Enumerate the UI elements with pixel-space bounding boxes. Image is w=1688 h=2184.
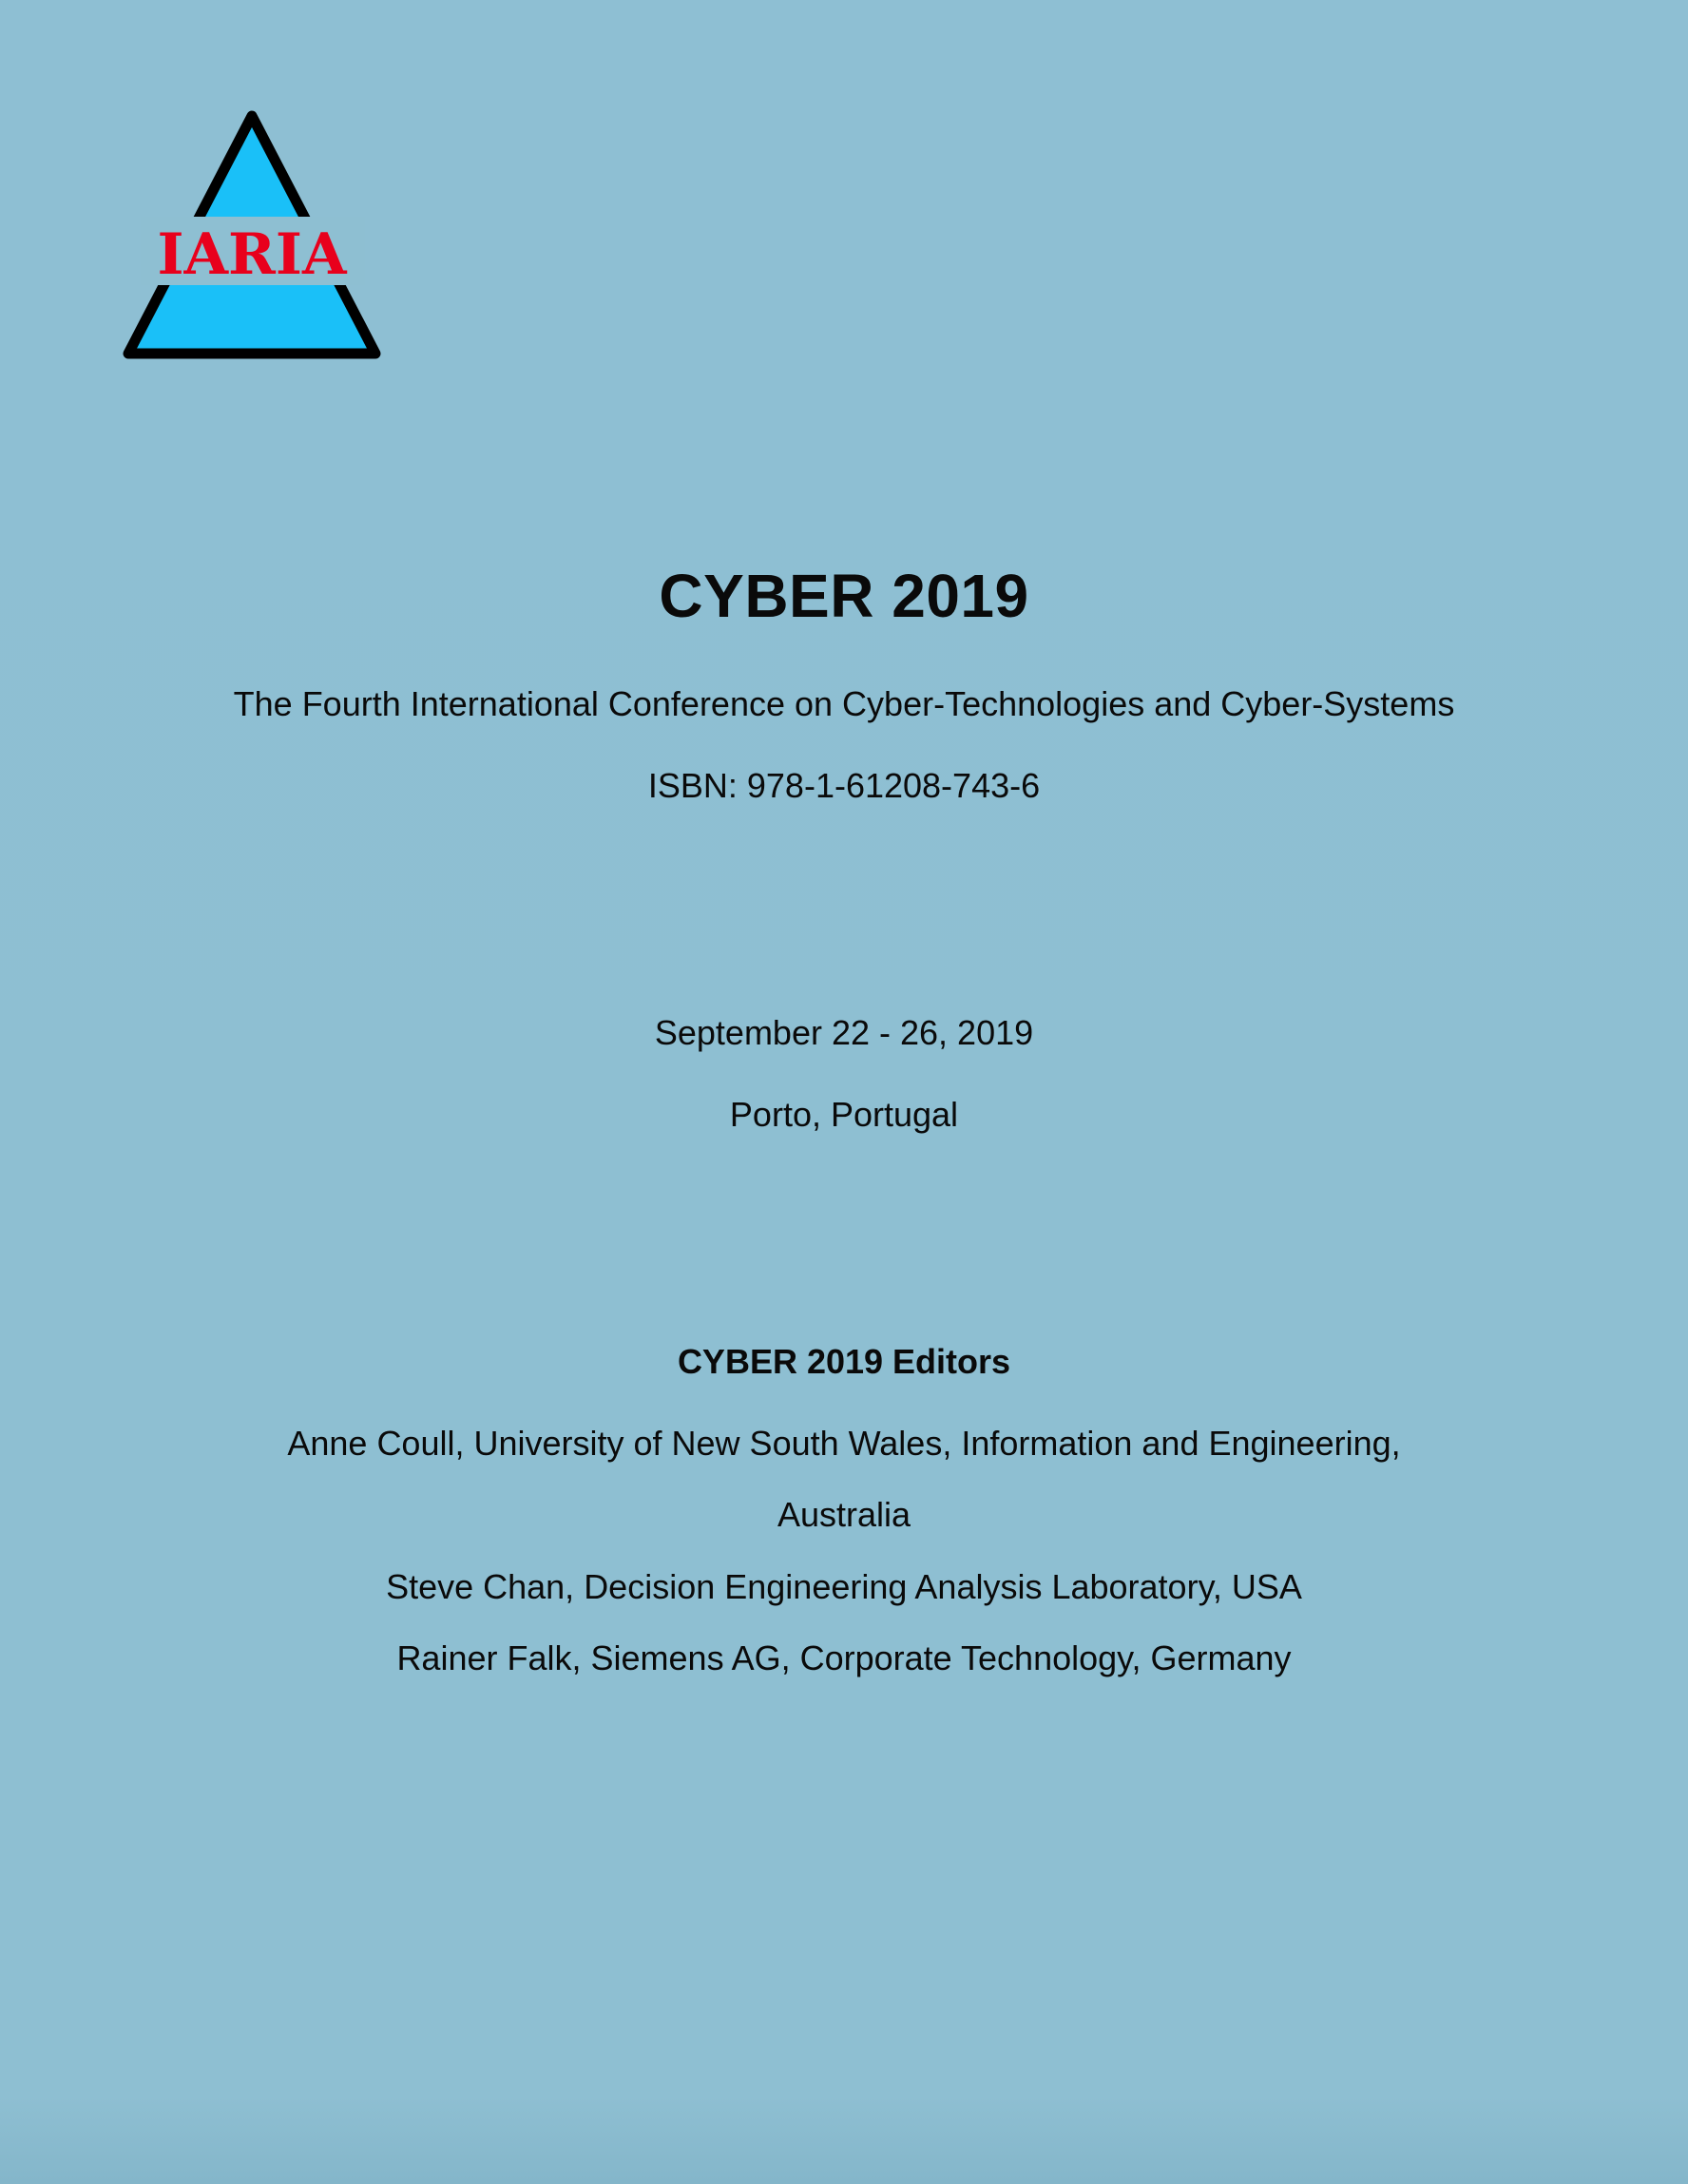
conference-location: Porto, Portugal: [729, 1095, 959, 1134]
editors-heading: CYBER 2019 Editors: [677, 1342, 1011, 1381]
editor-line: Rainer Falk, Siemens AG, Corporate Technology, Germany: [396, 1638, 1292, 1677]
conference-dates: September 22 - 26, 2019: [654, 1013, 1034, 1052]
conference-title: CYBER 2019: [659, 562, 1029, 630]
editor-line: Australia: [777, 1495, 911, 1534]
iaria-logo-graphic: [114, 105, 390, 371]
editor-line: Anne Coull, University of New South Wales, Information and Engineering,: [287, 1424, 1401, 1463]
conference-full-name: The Fourth International Conference on Cyber-Technologies and Cyber-Systems: [233, 684, 1455, 723]
logo-text: IARIA: [157, 221, 347, 288]
editor-line: Steve Chan, Decision Engineering Analysis Laboratory, USA: [386, 1567, 1302, 1606]
iaria-logo: [114, 105, 390, 371]
isbn: ISBN: 978-1-61208-743-6: [647, 766, 1041, 805]
